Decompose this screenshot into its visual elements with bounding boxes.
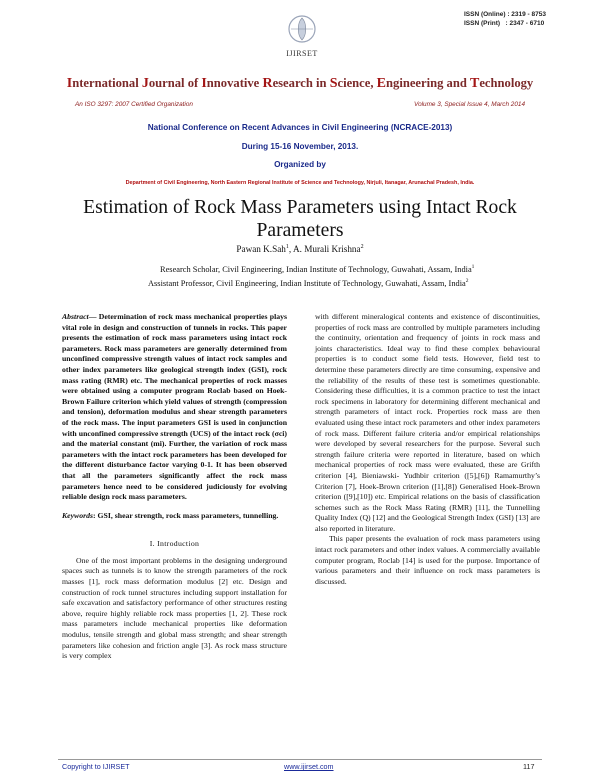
issn-online: ISSN (Online) : 2319 - 8753 [463, 11, 546, 18]
certification: An ISO 3297: 2007 Certified Organization [75, 101, 193, 108]
journal-title-word: nternational [72, 76, 142, 90]
logo-text: IJIRSET [286, 49, 318, 58]
keywords-label: Keywords [62, 510, 93, 520]
footer-copyright: Copyright to IJIRSET [62, 762, 130, 771]
affiliation-2-sup: 2 [465, 278, 469, 284]
footer-divider [58, 759, 542, 760]
right-paragraph-2: This paper presents the evaluation of rock mass parameters using intact rock parameters and other index values. A commercially available computer program, Roclab [14] is used for the purpose. Importance of various parameters and their influence on rock mass parameters is discussed. [315, 534, 540, 586]
logo-emblem-icon [285, 14, 319, 44]
right-paragraph-1: with different mineralogical contents and existence of discontinuities, properties of rock mass are controlled by multiple parameters including the continuity, orientation and frequency of joints in rock mass and joints characteristics. Ideal way to find these complex behavioural properties is to conduct some field tests. However, field test to determine these parameters directly are time consuming, expensive and the reliability of the results of these test is sometimes questionable. Considering these difficulties, it is a common practice to test the intact rock specimens in laboratory for determining different mechanical and strength parameters of intact rock. Properties rock mass are then evaluated using these intact rock parameters and other index parameters of rock mass. Different failure criteria and/or empirical relationships were developed by several researchers for the purpose. Several such strength failure criteria were reported in literature, based on which mechanical properties of rock mass were evaluated, these are Grifth criterion [4], Bieniawski- Yudhbir criterion ([5],[6]) Ramamurthy’s Criterion [7], Hoek-Brown criterion ([1],[8]) Generalised Hoek-Brown criterion ([9],[10]) etc. Empirical relations on the basis of classification schemes such as the Rock Mass Rating (RMR) [11], the Tunnelling Quality Index (Q) [12] and the Geological Strength Index (GSI) [13] are also reported in literature. [315, 312, 540, 533]
section-heading-introduction: I. Introduction [149, 539, 200, 549]
journal-title-capital: S [329, 76, 338, 91]
journal-title-capital: J [141, 76, 149, 91]
intro-paragraph-1: One of the most important problems in the designing underground spaces such as tunnels is to know the strength parameters of the rock masses [1], rock mass deformation modulus [2] etc. Design and construction of rock tunnel structures including support installation for safe excavation and satisfactory performance of other structures resting above, require highly reliable rock mass properties [1, 2]. These rock mass parameters include mechanical properties like deformation modulus, tensile strength and global mass strength; and shear strength parameters like cohesion and friction angle [3]. As rock mass structure is very complex [62, 555, 287, 661]
author-1: Pawan K.Sah [236, 244, 286, 255]
authors-line [0, 244, 600, 254]
volume-issue: Volume 3, Special Issue 4, March 2014 [414, 101, 525, 108]
journal-title-capital: R [262, 76, 273, 91]
journal-title-word: nnovative [206, 76, 263, 90]
journal-title-capital: E [376, 76, 387, 91]
journal-title-word: ngineering and [386, 76, 470, 90]
issn-print: ISSN (Print) : 2347 - 6710 [463, 20, 545, 27]
affiliation-1-sup: 1 [471, 264, 475, 270]
affiliation-2 [148, 278, 469, 288]
conference-name: National Conference on Recent Advances in Civil Engineering (NCRACE-2013) [147, 123, 453, 132]
abstract [62, 312, 287, 503]
journal-info-line [75, 101, 525, 108]
journal-title-word: ournal of [148, 76, 202, 90]
issn-block [464, 10, 546, 28]
journal-title-capital: T [470, 76, 480, 91]
author-separator: , [288, 244, 293, 255]
abstract-label: Abstract [62, 312, 89, 321]
author-1-sup: 1 [285, 244, 289, 250]
abstract-text: — Determination of rock mass mechanical properties plays vital role in design and construction of tunnels in rocks. This paper presents the estimation of rock mass parameters using intact rock parameters. Rock mass parameters are generally determined from unconfined compressive strength values of intact rock samples and other index parameters like geological strength index (GSI), rock mass rating (RMR) etc. The mechanical properties of rock masses were obtained using a computer program Roclab based on Hoek- Brown Failure criterion which yield values of strength (compression and tension), deformation modulus and shear strength parameters of the rock mass. The input parameters GSI is used in conjunction with unconfined compressive strength (UCS) of the intact rock (σci) and the material constant (mi). Further, the variation of rock mass parameters with the intact rock parameters has been developed for the different disturbance factor varying 0-1. It has been observed that all the parameters significantly affect the rock mass parameters hence need to be considered judiciously for evolving reliable design rock mass parameters. [62, 312, 287, 502]
organizing-department: Department of Civil Engineering, North Eastern Regional Institute of Science and Technology, Nirjuli, Itanagar, Arunachal Pradesh, India. [125, 180, 475, 186]
journal-title-word: cience, [337, 76, 377, 90]
author-2: A. Murali Krishna [292, 244, 361, 255]
affiliation-1-text: Research Scholar, Civil Engineering, Indian Institute of Technology, Guwahati, Assam, India [160, 264, 472, 274]
footer-website-link[interactable]: www.ijirset.com [284, 762, 334, 771]
affiliation-1 [160, 264, 474, 274]
right-column [315, 312, 540, 587]
journal-title-capital: I [201, 76, 207, 91]
author-2-sup: 2 [360, 244, 364, 250]
journal-logo [272, 14, 332, 58]
footer-page-number: 117 [523, 762, 535, 771]
journal-title-word: esearch in [272, 76, 330, 90]
keywords-text: : GSI, shear strength, rock mass parameters, tunnelling. [93, 510, 279, 520]
affiliation-2-text: Assistant Professor, Civil Engineering, Indian Institute of Technology, Guwahati, Assam, India [148, 278, 466, 288]
journal-title [0, 76, 600, 92]
keywords [62, 511, 287, 522]
journal-title-capital: I [66, 76, 73, 91]
journal-title-word: echnology [479, 76, 534, 90]
organized-by: Organized by [274, 160, 326, 169]
left-column [62, 312, 287, 662]
paper-title: Estimation of Rock Mass Parameters using Intact Rock Parameters [83, 197, 517, 241]
conference-dates: During 15-16 November, 2013. [241, 142, 359, 151]
